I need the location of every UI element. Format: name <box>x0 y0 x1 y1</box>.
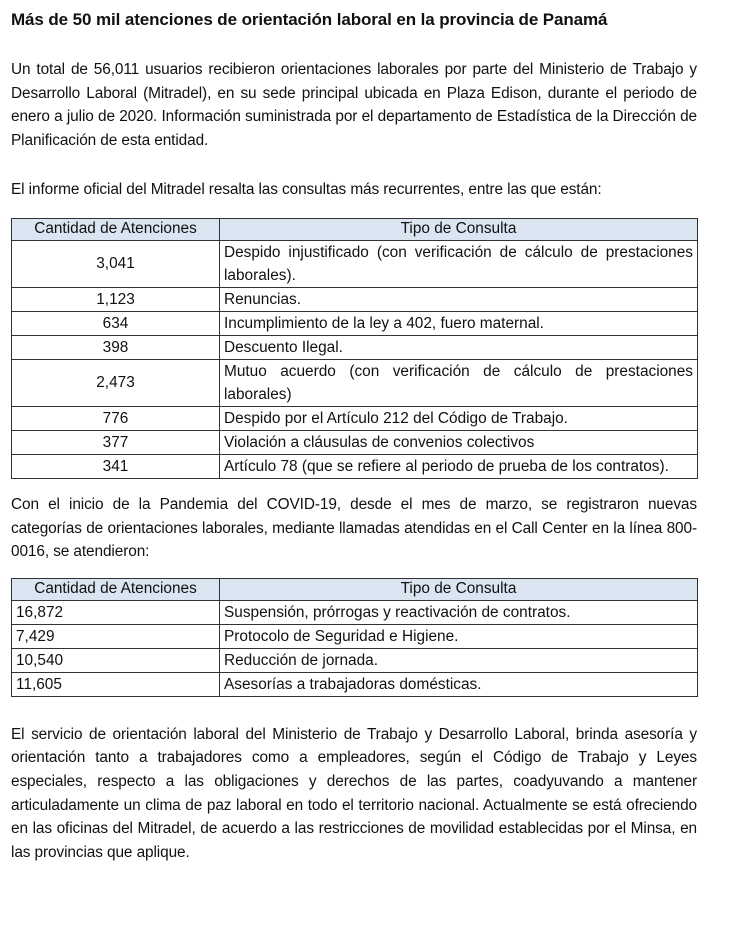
type-cell: Despido injustificado (con verificación de cálculo de prestaciones laborales). <box>220 240 698 287</box>
count-cell: 7,429 <box>12 624 220 648</box>
pandemic-paragraph: Con el inicio de la Pandemia del COVID-19, desde el mes de marzo, se registraron nuevas categorías de orientaciones laborales, mediante llamadas atendidas en el Call Center en la línea 800-0016, se atendieron: <box>11 495 697 561</box>
type-cell: Violación a cláusulas de convenios colectivos <box>220 430 698 454</box>
type-cell: Suspensión, prórrogas y reactivación de contratos. <box>220 600 698 624</box>
type-cell: Reducción de jornada. <box>220 648 698 672</box>
call-center-consultations-table <box>11 578 698 697</box>
type-cell: Mutuo acuerdo (con verificación de cálculo de prestaciones laborales) <box>220 359 698 406</box>
column-header-type: Tipo de Consulta <box>220 218 698 240</box>
type-cell: Descuento Ilegal. <box>220 335 698 359</box>
table-row <box>12 672 698 696</box>
closing-paragraph: El servicio de orientación laboral del Ministerio de Trabajo y Desarrollo Laboral, brinda asesoría y orientación tanto a trabajadores como a empleadores, según el Código de Trabajo y Leyes especiales, respecto a las obligaciones y derechos de las partes, coadyuvando a mantener articuladamente un clima de paz laboral en todo el territorio nacional. Actualmente se está ofreciendo en las oficinas del Mitradel, de acuerdo a las restricciones de movilidad establecidas por el Minsa, en las provincias que aplique. <box>11 725 697 861</box>
recurrent-consultations-table <box>11 218 698 479</box>
column-header-count: Cantidad de Atenciones <box>12 578 220 600</box>
table-row <box>12 406 698 430</box>
table-row <box>12 335 698 359</box>
table-row <box>12 648 698 672</box>
count-cell: 3,041 <box>12 240 220 287</box>
document-page <box>11 8 697 864</box>
table-row <box>12 240 698 287</box>
type-cell: Protocolo de Seguridad e Higiene. <box>220 624 698 648</box>
count-cell: 10,540 <box>12 648 220 672</box>
intro-paragraph: Un total de 56,011 usuarios recibieron orientaciones laborales por parte del Ministerio de Trabajo y Desarrollo Laboral (Mitradel), en su sede principal ubicada en Plaza Edison, durante el periodo de enero a julio de 2020. Información suministrada por el departamento de Estadística de la Dirección de Planificación de esta entidad. <box>11 61 697 149</box>
table-row <box>12 311 698 335</box>
table-row <box>12 430 698 454</box>
count-cell: 2,473 <box>12 359 220 406</box>
column-header-type: Tipo de Consulta <box>220 578 698 600</box>
type-cell: Artículo 78 (que se refiere al periodo de prueba de los contratos). <box>220 454 698 478</box>
table-row <box>12 287 698 311</box>
report-paragraph: El informe oficial del Mitradel resalta las consultas más recurrentes, entre las que están: <box>11 181 602 199</box>
count-cell: 1,123 <box>12 287 220 311</box>
table-row <box>12 359 698 406</box>
count-cell: 16,872 <box>12 600 220 624</box>
table-row <box>12 454 698 478</box>
table-row <box>12 600 698 624</box>
column-header-count: Cantidad de Atenciones <box>12 218 220 240</box>
count-cell: 776 <box>12 406 220 430</box>
table-header-row <box>12 218 698 240</box>
count-cell: 11,605 <box>12 672 220 696</box>
type-cell: Despido por el Artículo 212 del Código de Trabajo. <box>220 406 698 430</box>
count-cell: 398 <box>12 335 220 359</box>
count-cell: 341 <box>12 454 220 478</box>
type-cell: Incumplimiento de la ley a 402, fuero maternal. <box>220 311 698 335</box>
count-cell: 634 <box>12 311 220 335</box>
count-cell: 377 <box>12 430 220 454</box>
type-cell: Asesorías a trabajadoras domésticas. <box>220 672 698 696</box>
document-title: Más de 50 mil atenciones de orientación laboral en la provincia de Panamá <box>11 10 608 29</box>
table-row <box>12 624 698 648</box>
table-header-row <box>12 578 698 600</box>
type-cell: Renuncias. <box>220 287 698 311</box>
